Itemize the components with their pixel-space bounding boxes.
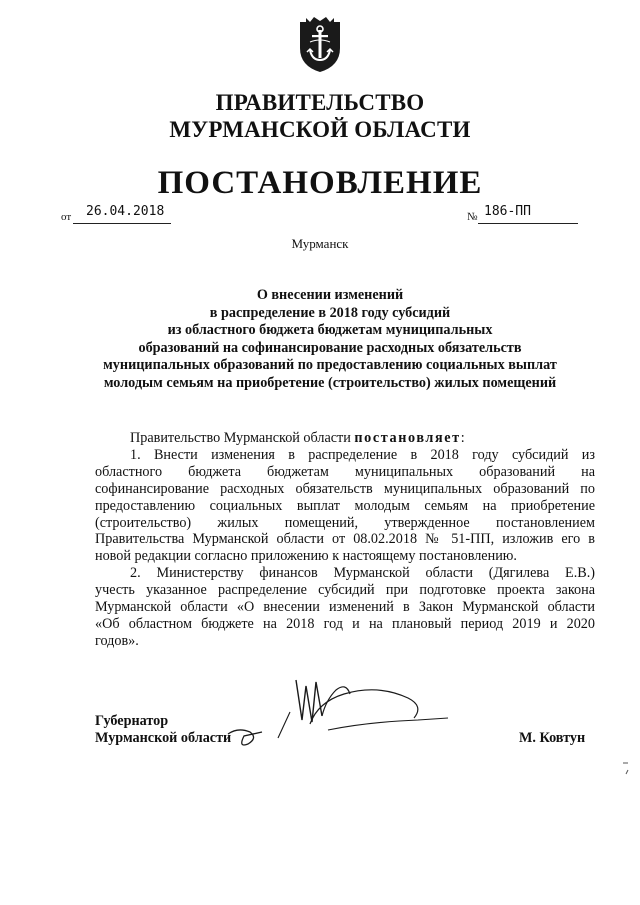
document-date: 26.04.2018: [86, 204, 165, 219]
paragraph-1-line: софинансирование расходных обязательств муниципальных образований по: [95, 480, 595, 497]
document-type-heading: ПОСТАНОВЛЕНИЕ: [157, 165, 483, 201]
intro-line: [95, 430, 595, 447]
paragraph-1-line: Правительства Мурманской области от 08.02.2018 № 51-ПП, изложив его в: [95, 531, 595, 548]
paragraph-2-line: годов».: [95, 632, 139, 649]
subject-line: муниципальных образований по предоставлению социальных выплат: [103, 357, 557, 373]
margin-scan-marks: [620, 760, 632, 780]
document-number: 186-ПП: [484, 204, 531, 219]
paragraph-1-line: предоставлению социальных выплат молодым семьям на приобретение: [95, 497, 595, 514]
date-label: от: [61, 211, 72, 223]
signatory-title-line: Губернатор: [95, 713, 169, 729]
intro-suffix: :: [460, 430, 465, 446]
paragraph-1-line: 1. Внести изменения в распределение в 2018 году субсидий из: [130, 446, 595, 463]
paragraph-1-line: областного бюджета бюджетам муниципальных образований на: [95, 463, 595, 480]
paragraph-1-line: (строительство) жилых помещений, утвержденное постановлением: [95, 514, 595, 531]
signatory-name: М. Ковтун: [519, 730, 586, 746]
subject-line: О внесении изменений: [256, 287, 404, 303]
coat-of-arms-emblem: [296, 14, 344, 74]
signatory-title-line: Мурманской области: [95, 730, 232, 746]
paragraph-2-line: Мурманской области «О внесении изменений в Закон Мурманской области: [95, 599, 595, 616]
document-body: [95, 430, 595, 650]
subject-line: из областного бюджета бюджетам муниципальных: [167, 322, 493, 338]
government-region: МУРМАНСКОЙ ОБЛАСТИ: [169, 117, 471, 142]
subject-line: в распределение в 2018 году субсидий: [209, 304, 451, 321]
document-subject: [80, 287, 580, 392]
paragraph-2-line: учесть указанное распределение субсидий при подготовке проекта закона: [95, 582, 595, 599]
paragraph-2-line: «Об областном бюджете на 2018 год и на плановый период 2019 и 2020: [95, 615, 595, 632]
subject-line: молодым семьям на приобретение (строительство) жилых помещений: [103, 374, 557, 391]
signatory-title: [95, 713, 231, 747]
paragraph-1-line: новой редакции согласно приложению к настоящему постановлению.: [95, 548, 517, 565]
subject-line: образований на софинансирование расходных обязательств: [138, 339, 522, 356]
number-label: №: [467, 211, 478, 223]
government-title: ПРАВИТЕЛЬСТВО: [215, 90, 425, 115]
intro-keyword: постановляет: [354, 430, 461, 446]
city: Мурманск: [291, 236, 349, 251]
handwritten-signature: [218, 672, 468, 752]
paragraph-2-line: 2. Министерству финансов Мурманской области (Дягилева Е.В.): [130, 565, 595, 582]
intro-prefix: Правительство Мурманской области: [130, 430, 351, 446]
